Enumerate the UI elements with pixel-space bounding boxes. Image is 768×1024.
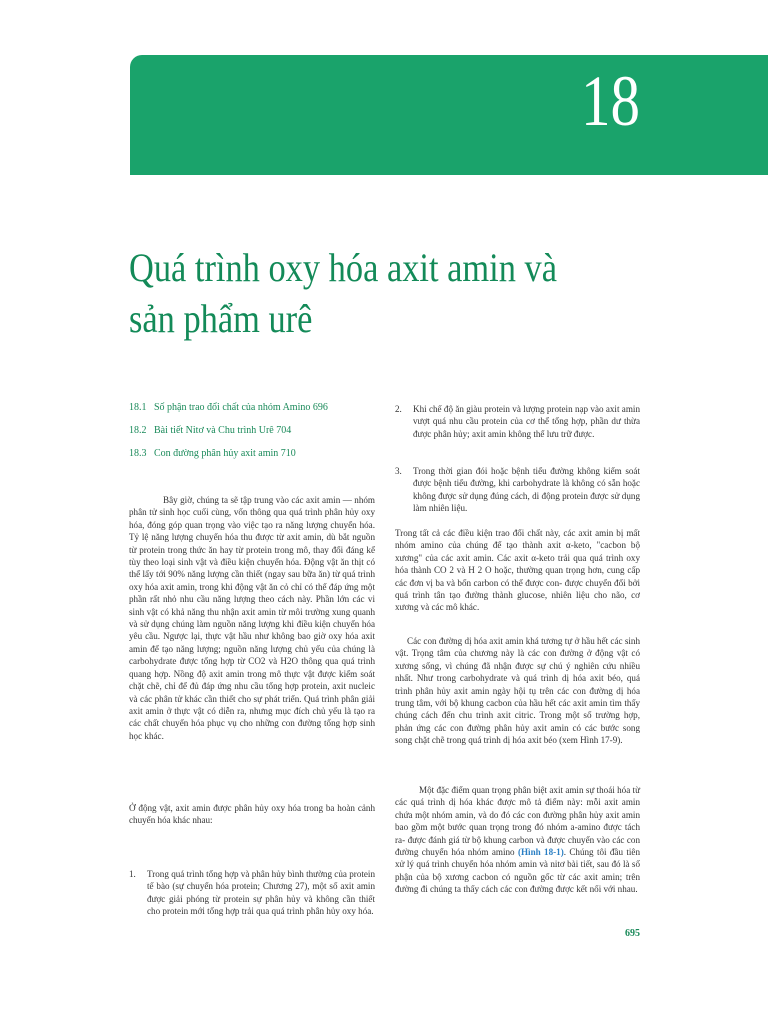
list-item-1 [129,868,375,918]
list-text: Trong thời gian đói hoặc bệnh tiểu đường không kiểm soát được bệnh tiểu đường, khi carbohydrate là không có sẵn hoặc không được sử dụng đúng cách, di động protein được sử dụng làm nhiên liệu. [413,466,640,514]
feature-text-part-1: Một đặc điểm quan trọng phân biệt axit amin sự thoái hóa từ các quá trình dị hóa khác được mô tả điểm này: mỗi axit amin chứa một nhóm amin, và do đó các con đường phân hủy axit amin bao gồm một bước quan trọng trong đó nhóm a-amino được tách ra- được đánh giá từ bộ khung carbon và được chuyển vào các con đường chuyển hóa nhóm amino [395,785,640,858]
toc-text: Con đường phân hủy axit amin 710 [154,448,296,459]
toc-text: Bài tiết Nitơ và Chu trình Urê 704 [154,425,292,436]
feature-text [395,784,640,896]
table-of-contents [129,402,379,471]
list-number: 2. [395,404,402,414]
page-number: 695 [625,928,640,939]
pathways-text: Các con đường dị hóa axit amin khá tương tự ở hầu hết các sinh vật. Trọng tâm của chương này là các con đường ở động vật có xương sống, vì chúng đã nhận được sự chú ý nghiên cứu nhiều nhất. Như trong carbohydrate và quá trình dị hóa axit béo, quá trình phân hủy axit amin ngày hội tụ trên các con đường dị hóa trung tâm, với bộ khung cacbon của hầu hết các axit amin tìm thấy chúng cách đến chu trình axit citric. Trong một số trường hợp, phản ứng các con đường phân hủy axit amin có các bước song song chặt chẽ trong quá trình dị hóa axit béo (xem Hình 17-9). [395,636,640,746]
toc-number: 18.2 [129,425,147,436]
figure-reference-link[interactable]: (Hình 18-1) [517,847,564,858]
toc-item-18-1 [129,402,379,413]
conditions-text: Trong tất cả các điều kiện trao đổi chất này, các axit amin bị mất nhóm amino của chúng để tạo thành axit α-keto, "cacbon bộ xương" của các axit amin. Các axit α-keto trải qua quá trình oxy hóa thành CO 2 và H 2 O hoặc, thường quan trọng hơn, cung cấp các đơn vị ba và bốn carbon có thể được con- được chuyển đổi bởi quá trình tân tạo đường thành glucose, nhiên liệu cho não, cơ xương và các mô khác. [395,528,640,613]
list-text: Trong quá trình tổng hợp và phân hủy bình thường của protein tế bào (sự chuyển hóa protein; Chương 27), một số axit amin được giải phóng từ protein sự phân hủy và không cần thiết cho protein mới tổng hợp trải qua quá trình phân hủy oxy hóa. [147,869,375,917]
chapter-banner [130,55,768,175]
pathways-paragraph [395,635,640,747]
chapter-title-line-1: Quá trình oxy hóa axit amin và [129,245,557,290]
list-item-2 [395,403,640,440]
feature-text-part-2: . Chúng tôi đầu tiên xử lý quá trình chuyển hóa nhóm amin và nitơ bài tiết, sau đó là số phận của bộ xương cacbon có nguồn gốc từ các axit amin; trên đường đi chúng ta thấy cách các con đường được kết nối với nhau. [395,847,640,895]
list-number: 1. [129,869,136,879]
chapter-number: 18 [580,61,640,141]
toc-number: 18.3 [129,448,147,459]
toc-item-18-2 [129,425,379,436]
toc-text: Số phận trao đổi chất của nhóm Amino 696 [154,402,328,413]
animals-paragraph [129,802,375,827]
intro-text: Bây giờ, chúng ta sẽ tập trung vào các axit amin — nhóm phân tử sinh học cuối cùng, vốn thông qua quá trình phân hủy oxy hóa, đóng góp quan trọng vào việc tạo ra năng lượng chuyển hóa. Tỷ lệ năng lượng chuyển hóa thu được từ axit amin, dù bắt nguồn từ protein trong thức ăn hay từ protein trong mô, thay đổi đáng kể tùy theo loại sinh vật và điều kiện chuyển hóa. Động vật ăn thịt có thể lấy tới 90% năng lượng cần thiết (ngay sau bữa ăn) từ quá trình oxy hóa axit amin, trong khi động vật ăn cỏ chỉ có thể đáp ứng một phần rất nhỏ nhu cầu năng lượng theo cách này. Phần lớn các vi sinh vật có khả năng thu nhận axit amin từ môi trường xung quanh và sử dụng chúng làm nguồn năng lượng khi điều kiện chuyển hóa yêu cầu. Ngược lại, thực vật hầu như không bao giờ oxy hóa axit amin để tạo năng lượng; nguồn năng lượng chủ yếu của chúng là carbohydrate được tổng hợp từ CO2 và H2O thông qua quá trình quang hợp. Nồng độ axit amin trong mô thực vật được kiểm soát chặt chẽ, chỉ để đủ đáp ứng nhu cầu tổng hợp protein, axit nucleic và các phân tử khác cần thiết cho sự phát triển. Quá trình phân giải axit amin ở thực vật có diễn ra, nhưng mục đích chủ yếu là tạo ra các chất chuyển hóa phục vụ cho những con đường tổng hợp sinh học khác. [129,495,375,741]
feature-paragraph [395,784,640,896]
intro-paragraph [129,494,375,742]
animals-text: Ở động vật, axit amin được phân hủy oxy hóa trong ba hoàn cảnh chuyển hóa khác nhau: [129,803,375,826]
list-text: Khi chế độ ăn giàu protein và lượng protein nạp vào axit amin vượt quá nhu cầu protein của cơ thể tổng hợp, phần dư thừa được phân hủy; axit amin không thể lưu trữ được. [413,404,640,439]
list-number: 3. [395,466,402,476]
chapter-title-line-2: sản phẩm urê [129,296,313,342]
conditions-paragraph [395,527,640,614]
toc-number: 18.1 [129,402,147,413]
list-item-3 [395,465,640,515]
toc-item-18-3 [129,448,379,459]
chapter-title [129,242,559,344]
